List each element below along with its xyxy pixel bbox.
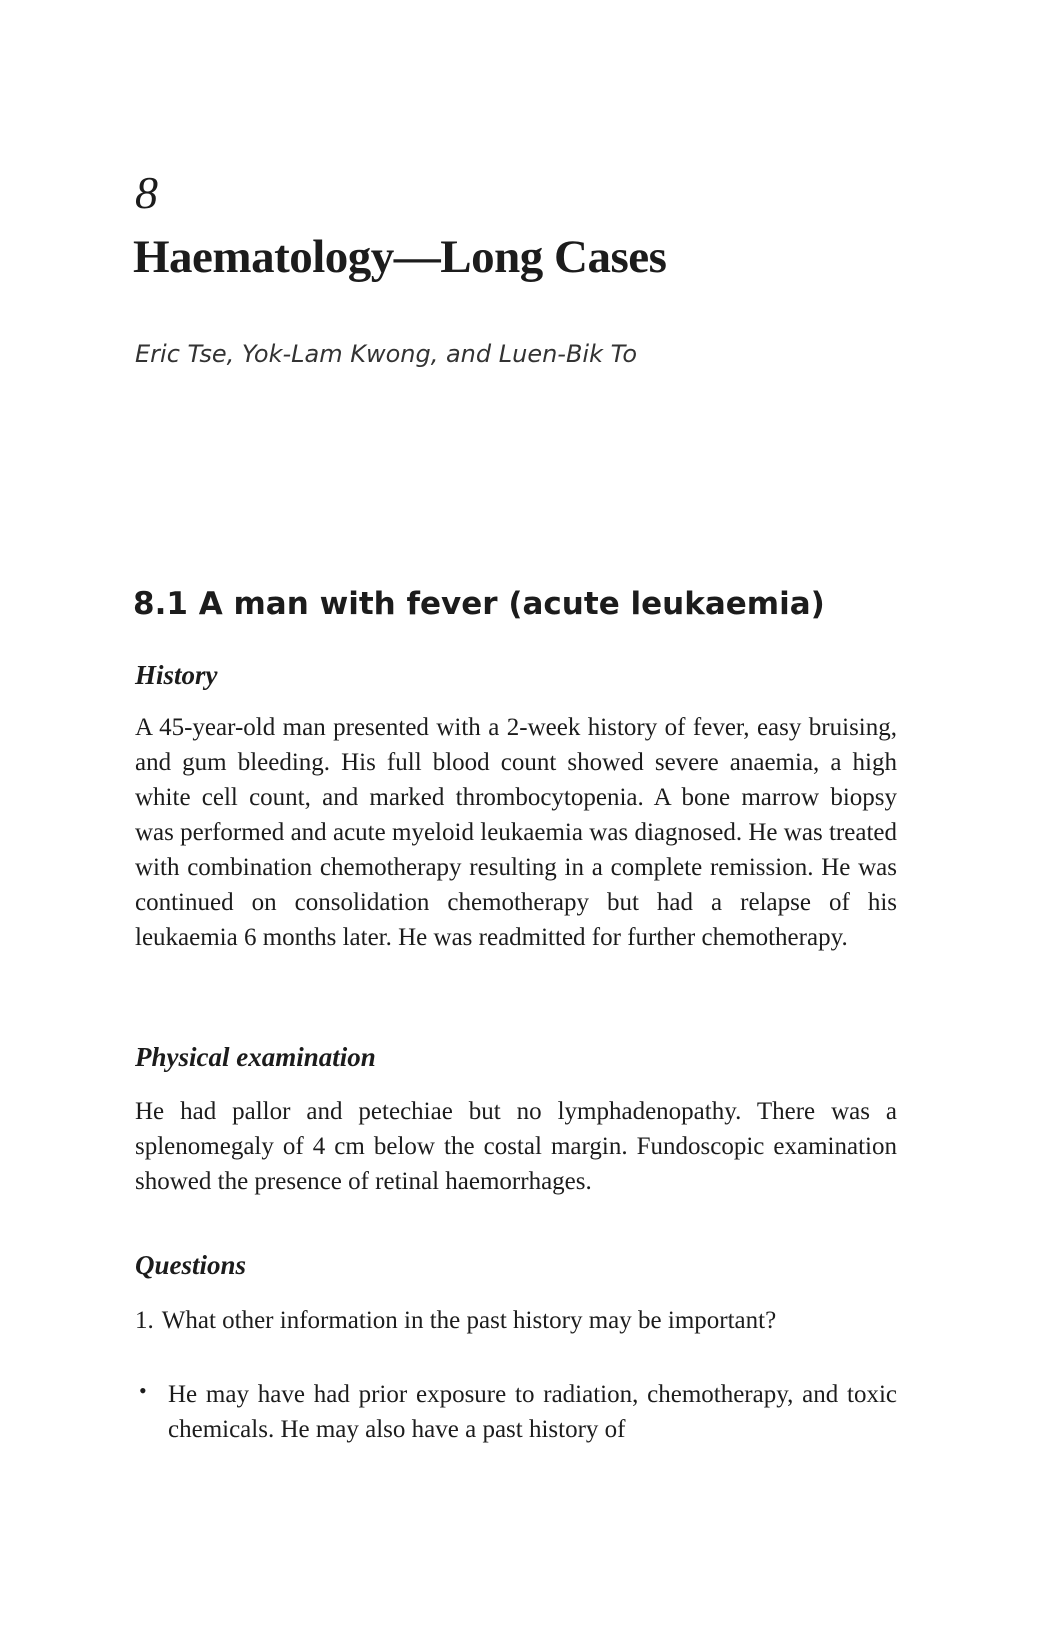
answer-bullet: • [139, 1378, 147, 1403]
chapter-title: Haematology—Long Cases [133, 231, 667, 283]
question-text: What other information in the past history may be important? [161, 1307, 777, 1334]
question-1 [135, 1305, 897, 1337]
physical-examination-paragraph: He had pallor and petechiae but no lymphadenopathy. There was a splenomegaly of 4 cm below the costal margin. Fundoscopic examination showed the presence of retinal haemorrhages. [135, 1098, 897, 1195]
chapter-number: 8 [135, 167, 158, 218]
physical-examination-heading: Physical examination [135, 1042, 376, 1072]
history-heading: History [135, 660, 218, 690]
chapter-authors: Eric Tse, Yok-Lam Kwong, and Luen-Bik To [135, 340, 638, 368]
section-heading: 8.1 A man with fever (acute leukaemia) [133, 586, 825, 622]
questions-heading: Questions [135, 1250, 247, 1280]
question-number: 1. [135, 1307, 154, 1334]
answer-1-text: He may have had prior exposure to radiation, chemotherapy, and toxic chemicals. He may also have a past history of [168, 1381, 897, 1443]
history-paragraph: A 45-year-old man presented with a 2-week history of fever, easy bruising, and gum bleeding. His full blood count showed severe anaemia, a high white cell count, and marked thrombocytopenia. A bone marrow biopsy was performed and acute myeloid leukaemia was diagnosed. He was treated with combination chemotherapy resulting in a complete remission. He was continued on consolidation chemotherapy but had a relapse of his leukaemia 6 months later. He was readmitted for further chemotherapy. [135, 714, 897, 951]
